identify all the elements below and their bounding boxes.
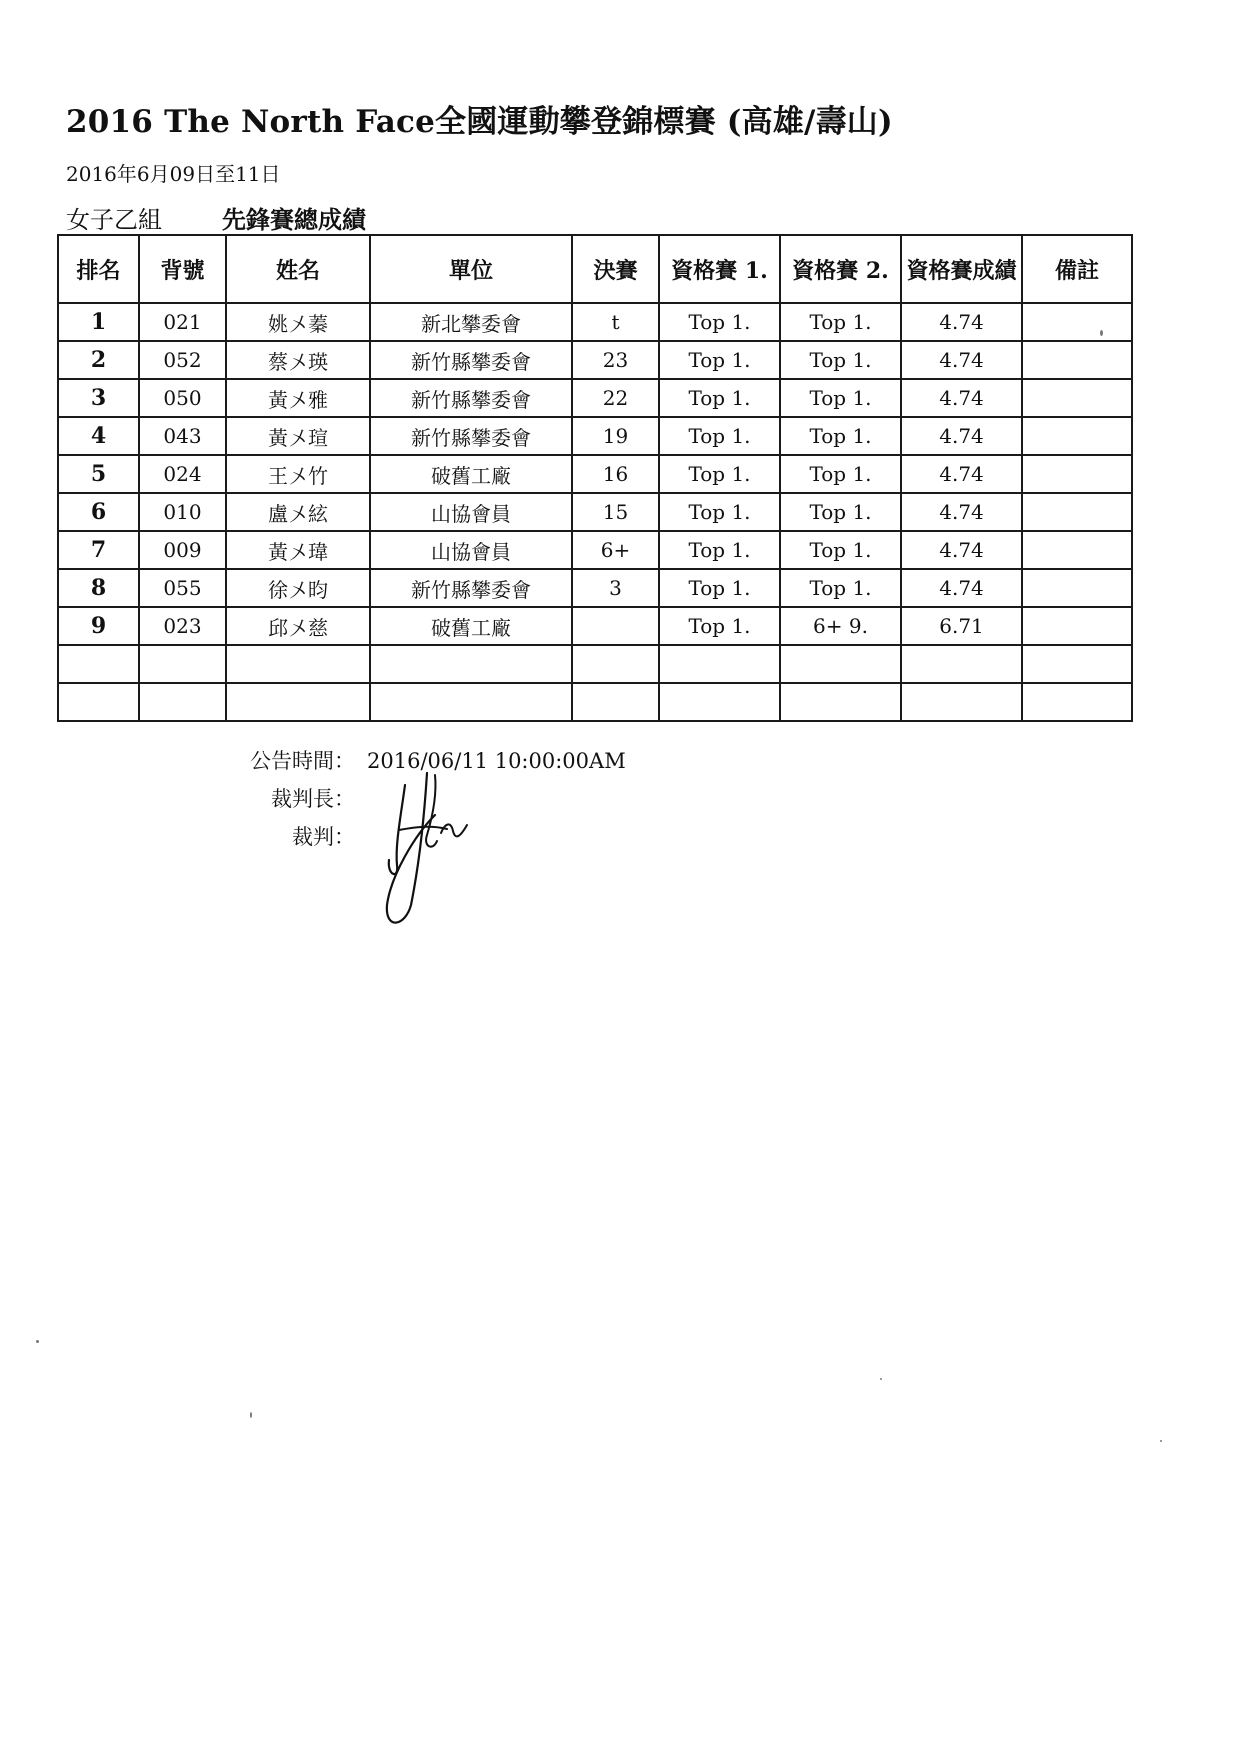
judge-signature [375,755,515,935]
qual-score-cell [901,645,1022,683]
name-cell: 邱〤慈 [226,607,370,645]
unit-cell [370,683,572,721]
results-table [57,234,1133,722]
name-cell: 蔡〤瑛 [226,341,370,379]
qual1-cell: Top 1. [659,417,780,455]
column-header: 決賽 [572,235,659,303]
scan-speck [1160,1440,1162,1442]
qual1-cell: Top 1. [659,493,780,531]
table-row [58,683,1132,721]
bib-cell: 050 [139,379,226,417]
table-row [58,417,1132,455]
remarks-cell [1022,303,1132,341]
name-cell [226,645,370,683]
scan-speck [250,1412,252,1418]
rank-cell: 3 [58,379,139,417]
final-cell [572,683,659,721]
judge-label: 裁判： [292,825,355,849]
final-cell: 22 [572,379,659,417]
remarks-cell [1022,569,1132,607]
final-cell [572,645,659,683]
rank-cell: 1 [58,303,139,341]
scan-speck [36,1340,39,1343]
qual2-cell: Top 1. [780,341,901,379]
document-title: 2016 The North Face全國運動攀登錦標賽 (高雄/壽山) [66,104,893,140]
final-cell: t [572,303,659,341]
bib-cell: 043 [139,417,226,455]
competition-dates: 2016年6月09日至11日 [66,162,281,186]
name-cell: 黃〤瑄 [226,417,370,455]
final-cell: 15 [572,493,659,531]
column-header: 單位 [370,235,572,303]
event-label: 先鋒賽總成績 [222,205,366,234]
rank-cell: 8 [58,569,139,607]
qual1-cell: Top 1. [659,607,780,645]
unit-cell: 破舊工廠 [370,455,572,493]
header-row [58,235,1132,303]
remarks-cell [1022,493,1132,531]
qual1-cell [659,645,780,683]
remarks-cell [1022,531,1132,569]
bib-cell: 024 [139,455,226,493]
qual1-cell: Top 1. [659,303,780,341]
bib-cell [139,683,226,721]
qual2-cell: Top 1. [780,569,901,607]
rank-cell: 5 [58,455,139,493]
unit-cell: 新北攀委會 [370,303,572,341]
announcement-time-value: 2016/06/11 10:00:00AM [367,749,626,773]
column-header: 資格賽 1. [659,235,780,303]
qual2-cell [780,645,901,683]
qual2-cell: Top 1. [780,379,901,417]
scan-speck [880,1378,882,1380]
announcement-time-label: 公告時間： [250,749,355,773]
final-cell: 19 [572,417,659,455]
chief-judge-label: 裁判長： [271,787,355,811]
qual2-cell: Top 1. [780,303,901,341]
name-cell: 王〤竹 [226,455,370,493]
bib-cell [139,645,226,683]
rank-cell [58,645,139,683]
name-cell: 盧〤絃 [226,493,370,531]
qual-score-cell [901,683,1022,721]
qual-score-cell: 4.74 [901,379,1022,417]
column-header: 資格賽 2. [780,235,901,303]
table-row [58,493,1132,531]
rank-cell: 4 [58,417,139,455]
qual2-cell: Top 1. [780,417,901,455]
table-row [58,303,1132,341]
bib-cell: 055 [139,569,226,607]
qual-score-cell: 4.74 [901,531,1022,569]
qual1-cell: Top 1. [659,455,780,493]
qual2-cell: Top 1. [780,493,901,531]
column-header: 備註 [1022,235,1132,303]
remarks-cell [1022,645,1132,683]
table-row [58,341,1132,379]
table-row [58,379,1132,417]
final-cell: 3 [572,569,659,607]
final-cell: 23 [572,341,659,379]
unit-cell: 新竹縣攀委會 [370,417,572,455]
qual1-cell: Top 1. [659,341,780,379]
remarks-cell [1022,607,1132,645]
name-cell [226,683,370,721]
qual-score-cell: 4.74 [901,303,1022,341]
unit-cell [370,645,572,683]
remarks-cell [1022,417,1132,455]
column-header: 姓名 [226,235,370,303]
rank-cell: 6 [58,493,139,531]
unit-cell: 山協會員 [370,493,572,531]
results-body [58,303,1132,721]
qual1-cell [659,683,780,721]
remarks-cell [1022,455,1132,493]
bib-cell: 010 [139,493,226,531]
name-cell: 姚〤蓁 [226,303,370,341]
bib-cell: 009 [139,531,226,569]
qual2-cell [780,683,901,721]
unit-cell: 新竹縣攀委會 [370,569,572,607]
rank-cell: 7 [58,531,139,569]
qual-score-cell: 4.74 [901,455,1022,493]
name-cell: 黃〤瑋 [226,531,370,569]
remarks-cell [1022,379,1132,417]
qual-score-cell: 4.74 [901,569,1022,607]
remarks-cell [1022,341,1132,379]
bib-cell: 021 [139,303,226,341]
table-row [58,645,1132,683]
rank-cell: 9 [58,607,139,645]
table-row [58,531,1132,569]
rank-cell [58,683,139,721]
qual-score-cell: 4.74 [901,493,1022,531]
final-cell: 16 [572,455,659,493]
unit-cell: 新竹縣攀委會 [370,379,572,417]
qual2-cell: 6+ 9. [780,607,901,645]
column-header: 排名 [58,235,139,303]
qual1-cell: Top 1. [659,379,780,417]
qual-score-cell: 4.74 [901,341,1022,379]
unit-cell: 新竹縣攀委會 [370,341,572,379]
scan-speck [1100,330,1103,336]
table-row [58,607,1132,645]
unit-cell: 山協會員 [370,531,572,569]
table-row [58,569,1132,607]
rank-cell: 2 [58,341,139,379]
name-cell: 黃〤雅 [226,379,370,417]
qual-score-cell: 6.71 [901,607,1022,645]
qual1-cell: Top 1. [659,531,780,569]
unit-cell: 破舊工廠 [370,607,572,645]
division-label: 女子乙組 [66,206,162,234]
qual1-cell: Top 1. [659,569,780,607]
qual-score-cell: 4.74 [901,417,1022,455]
name-cell: 徐〤昀 [226,569,370,607]
bib-cell: 052 [139,341,226,379]
remarks-cell [1022,683,1132,721]
final-cell [572,607,659,645]
bib-cell: 023 [139,607,226,645]
qual2-cell: Top 1. [780,455,901,493]
column-header: 背號 [139,235,226,303]
qual2-cell: Top 1. [780,531,901,569]
table-row [58,455,1132,493]
column-header: 資格賽成績 [901,235,1022,303]
final-cell: 6+ [572,531,659,569]
